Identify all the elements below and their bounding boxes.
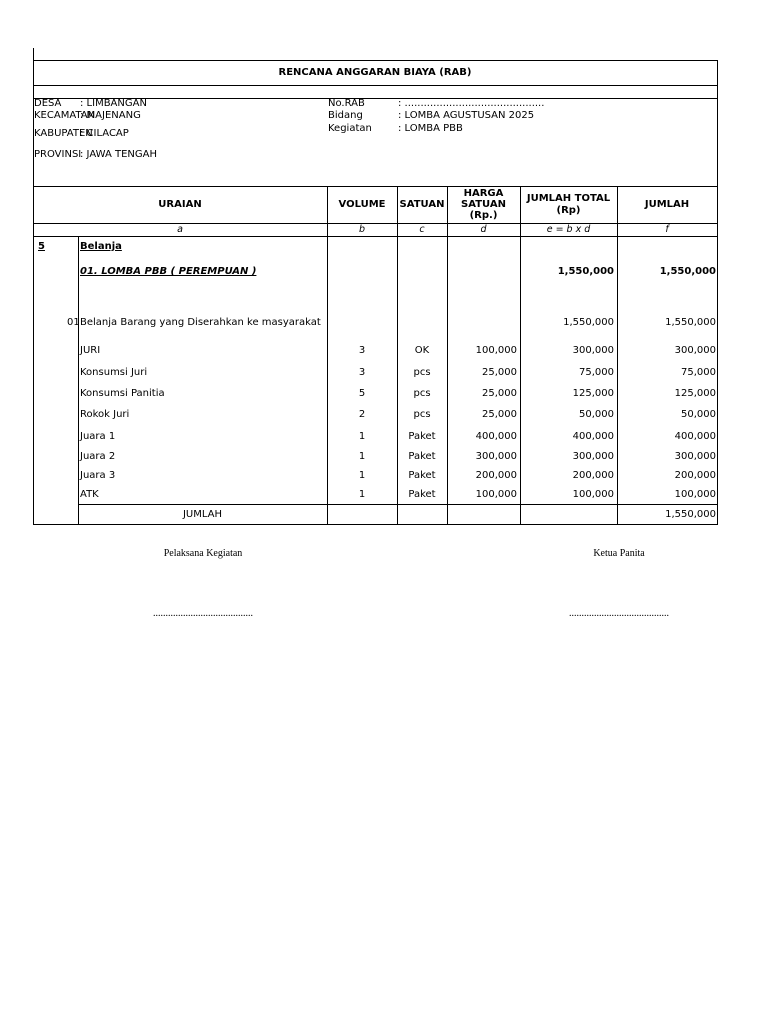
code-e: e = b x d bbox=[546, 224, 591, 235]
page-title: RENCANA ANGGARAN BIAYA (RAB) bbox=[278, 67, 472, 78]
info-value-kabupaten: : CILACAP bbox=[80, 128, 129, 139]
item-name: Juara 2 bbox=[80, 451, 116, 462]
item-harga: 400,000 bbox=[475, 431, 517, 442]
item-harga: 100,000 bbox=[475, 489, 517, 500]
info-label-kegiatan: Kegiatan bbox=[328, 123, 372, 134]
edge-tick bbox=[33, 48, 34, 60]
info-value-provinsi: : JAWA TENGAH bbox=[80, 149, 157, 160]
header-harga-3: (Rp.) bbox=[469, 210, 498, 221]
item-jumlah: 400,000 bbox=[674, 431, 716, 442]
info-label-kabupaten: KABUPATEN bbox=[34, 128, 93, 139]
item-total: 75,000 bbox=[579, 367, 614, 378]
item-name: Rokok Juri bbox=[80, 409, 130, 420]
info-value-kecamatan: : MAJENANG bbox=[80, 110, 141, 121]
sub-jumlah: 1,550,000 bbox=[665, 317, 716, 328]
section-number: 5 bbox=[38, 241, 45, 252]
item-total: 125,000 bbox=[572, 388, 614, 399]
signature-left-title: Pelaksana Kegiatan bbox=[163, 548, 243, 559]
total-label: JUMLAH bbox=[182, 509, 223, 520]
item-satuan: Paket bbox=[408, 489, 436, 500]
item-name: JURI bbox=[80, 345, 101, 356]
header-satuan: SATUAN bbox=[399, 199, 445, 210]
border-top bbox=[33, 60, 717, 61]
item-satuan: Paket bbox=[408, 451, 436, 462]
info-label-norab: No.RAB bbox=[328, 98, 365, 109]
item-volume: 3 bbox=[358, 367, 366, 378]
item-name: Juara 3 bbox=[80, 470, 116, 481]
item-name: Konsumsi Juri bbox=[80, 367, 148, 378]
kegiatan-jumlah: 1,550,000 bbox=[659, 266, 716, 277]
item-jumlah: 75,000 bbox=[681, 367, 716, 378]
item-satuan: Paket bbox=[408, 431, 436, 442]
info-label-desa: DESA bbox=[34, 98, 62, 109]
item-jumlah: 300,000 bbox=[674, 345, 716, 356]
item-volume: 1 bbox=[358, 451, 366, 462]
item-jumlah: 200,000 bbox=[674, 470, 716, 481]
item-name: Konsumsi Panitia bbox=[80, 388, 165, 399]
code-d: d bbox=[480, 224, 487, 235]
header-harga-1: HARGA bbox=[463, 188, 504, 199]
header-total-2: (Rp) bbox=[556, 205, 581, 216]
total-jumlah: 1,550,000 bbox=[665, 509, 716, 520]
item-jumlah: 125,000 bbox=[674, 388, 716, 399]
item-harga: 100,000 bbox=[475, 345, 517, 356]
sub-total: 1,550,000 bbox=[563, 317, 614, 328]
item-volume: 1 bbox=[358, 431, 366, 442]
item-harga: 25,000 bbox=[482, 367, 517, 378]
header-uraian: URAIAN bbox=[158, 199, 202, 210]
item-satuan: OK bbox=[414, 345, 430, 356]
item-volume: 3 bbox=[358, 345, 366, 356]
header-jumlah: JUMLAH bbox=[644, 199, 690, 210]
item-satuan: Paket bbox=[408, 470, 436, 481]
info-value-desa: : LIMBANGAN bbox=[80, 98, 147, 109]
kegiatan-total: 1,550,000 bbox=[557, 266, 614, 277]
code-a: a bbox=[177, 224, 183, 235]
sub-code: 01 bbox=[67, 317, 80, 328]
item-volume: 2 bbox=[358, 409, 366, 420]
border-bottom bbox=[33, 524, 718, 525]
code-b: b bbox=[358, 224, 366, 235]
kegiatan-title: 01. LOMBA PBB ( PEREMPUAN ) bbox=[80, 266, 257, 277]
info-value-norab: : ............................................ bbox=[398, 98, 545, 109]
item-volume: 1 bbox=[358, 489, 366, 500]
info-value-bidang: : LOMBA AGUSTUSAN 2025 bbox=[398, 110, 535, 121]
info-value-kegiatan: : LOMBA PBB bbox=[398, 123, 463, 134]
item-volume: 1 bbox=[358, 470, 366, 481]
item-jumlah: 50,000 bbox=[681, 409, 716, 420]
item-harga: 300,000 bbox=[475, 451, 517, 462]
item-satuan: pcs bbox=[413, 367, 431, 378]
item-volume: 5 bbox=[358, 388, 366, 399]
sub-label: Belanja Barang yang Diserahkan ke masyarakat bbox=[80, 317, 321, 328]
signature-left-line: ........................................ bbox=[153, 608, 253, 619]
item-harga: 25,000 bbox=[482, 388, 517, 399]
item-jumlah: 300,000 bbox=[674, 451, 716, 462]
item-harga: 25,000 bbox=[482, 409, 517, 420]
item-total: 300,000 bbox=[572, 345, 614, 356]
header-volume: VOLUME bbox=[338, 199, 386, 210]
header-total-1: JUMLAH TOTAL bbox=[526, 193, 611, 204]
border-right bbox=[717, 60, 718, 525]
code-c: c bbox=[419, 224, 425, 235]
item-total: 400,000 bbox=[572, 431, 614, 442]
item-harga: 200,000 bbox=[475, 470, 517, 481]
item-total: 300,000 bbox=[572, 451, 614, 462]
item-total: 50,000 bbox=[579, 409, 614, 420]
signature-right-line: ........................................ bbox=[569, 608, 669, 619]
signature-right-title: Ketua Panita bbox=[593, 548, 645, 559]
item-total: 100,000 bbox=[572, 489, 614, 500]
item-name: ATK bbox=[80, 489, 99, 500]
section-belanja: Belanja bbox=[80, 241, 122, 252]
item-total: 200,000 bbox=[572, 470, 614, 481]
item-jumlah: 100,000 bbox=[674, 489, 716, 500]
item-satuan: pcs bbox=[413, 409, 431, 420]
info-label-provinsi: PROVINSI bbox=[34, 149, 82, 160]
item-satuan: pcs bbox=[413, 388, 431, 399]
info-label-kecamatan: KECAMATAN bbox=[34, 110, 96, 121]
info-label-bidang: Bidang bbox=[328, 110, 363, 121]
code-f: f bbox=[665, 224, 669, 235]
item-name: Juara 1 bbox=[80, 431, 116, 442]
header-harga-2: SATUAN bbox=[461, 199, 506, 210]
